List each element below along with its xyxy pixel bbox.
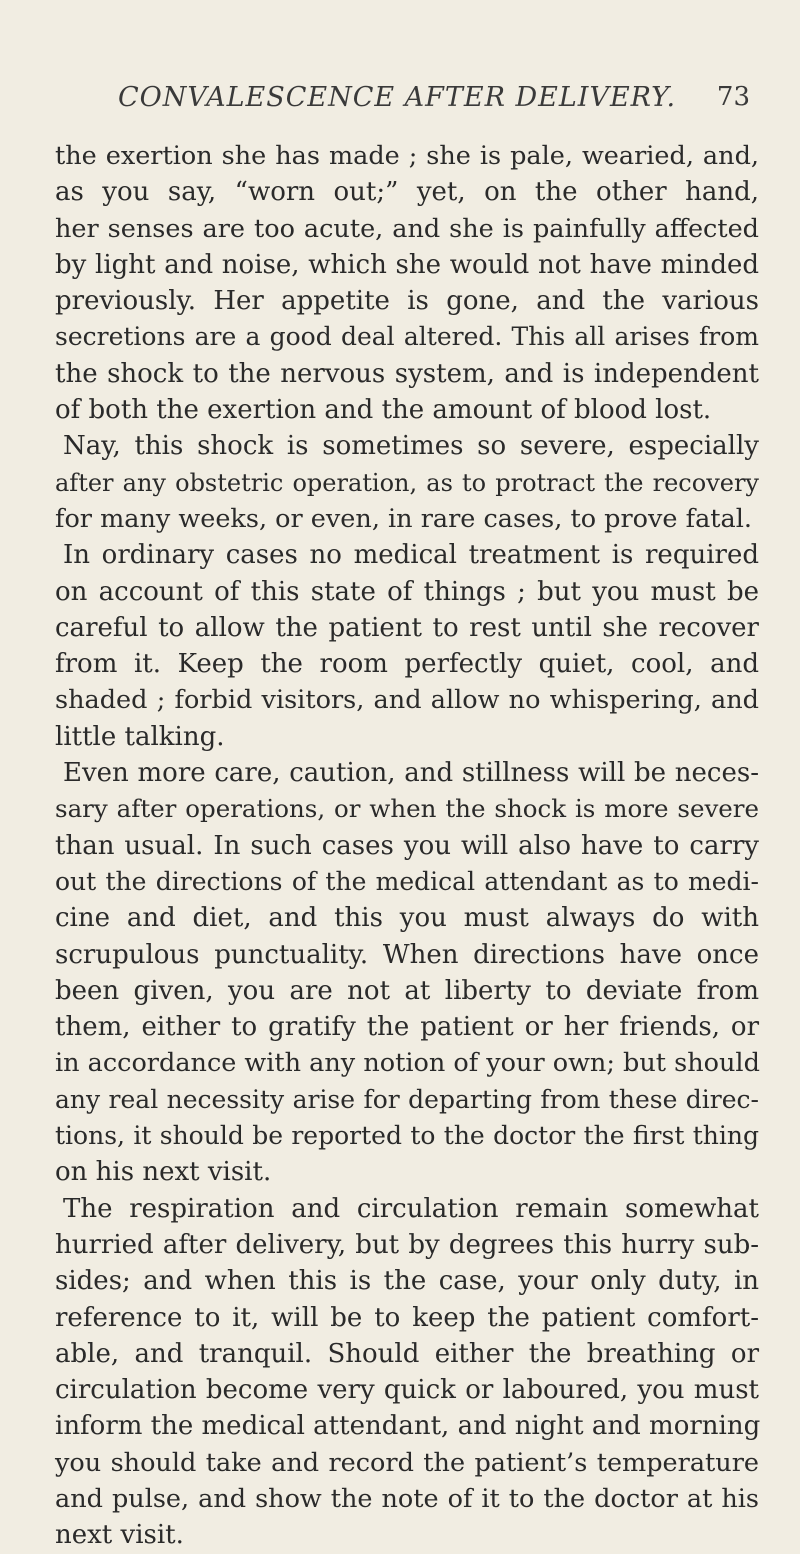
text-line: on his next visit. — [55, 1157, 272, 1188]
text-line: careful to allow the patient to rest until she recover — [55, 612, 759, 643]
text-line: circulation become very quick or laboured, you must — [55, 1375, 759, 1406]
text-line: in accordance with any notion of your own; but should — [55, 1048, 760, 1079]
text-line: reference to it, will be to keep the patient comfort- — [55, 1302, 759, 1333]
text-line: shaded ; forbid visitors, and allow no whispering, and — [55, 685, 759, 716]
text-line: out the directions of the medical attendant as to medi- — [55, 866, 759, 896]
text-line: In ordinary cases no medical treatment is required — [63, 540, 759, 571]
text-line: been given, you are not at liberty to deviate from — [55, 975, 759, 1006]
text-line: able, and tranquil. Should either the breathing or — [55, 1338, 759, 1369]
text-line: Even more care, caution, and stillness will be neces- — [63, 758, 759, 789]
page-header — [118, 82, 750, 118]
text-line: inform the medical attendant, and night and morning — [55, 1411, 761, 1442]
text-line: the exertion she has made ; she is pale, wearied, and, — [55, 141, 759, 171]
text-line: than usual. In such cases you will also have to carry — [55, 830, 759, 861]
text-line: after any obstetric operation, as to protract the recovery — [55, 468, 759, 497]
text-line: from it. Keep the room perfectly quiet, cool, and — [55, 649, 759, 680]
text-line: sary after operations, or when the shock is more severe — [55, 794, 759, 824]
text-line: of both the exertion and the amount of blood lost. — [55, 395, 712, 426]
text-line: sides; and when this is the case, your only duty, in — [55, 1266, 759, 1297]
text-line: The respiration and circulation remain somewhat — [63, 1193, 759, 1224]
text-line: any real necessity arise for departing from these direc- — [55, 1084, 759, 1114]
text-line: as you say, “worn out;” yet, on the other hand, — [55, 177, 759, 208]
text-line: the shock to the nervous system, and is independent — [55, 358, 759, 389]
text-line: next visit. — [55, 1520, 184, 1551]
text-line: cine and diet, and this you must always do with — [55, 903, 759, 934]
text-line: on account of this state of things ; but you must be — [55, 576, 759, 607]
text-line: little talking. — [55, 721, 225, 752]
text-line: by light and noise, which she would not have minded — [55, 249, 759, 280]
text-line: you should take and record the patient’s temperature — [55, 1447, 759, 1478]
running-title: CONVALESCENCE AFTER DELIVERY. — [118, 82, 677, 113]
text-line: hurried after delivery, but by degrees this hurry sub- — [55, 1229, 759, 1260]
text-line: Nay, this shock is sometimes so severe, especially — [63, 431, 759, 462]
text-line: them, either to gratify the patient or her friends, or — [55, 1012, 759, 1043]
text-line: and pulse, and show the note of it to the doctor at his — [55, 1483, 759, 1514]
text-line: previously. Her appetite is gone, and the various — [55, 286, 759, 317]
text-line: secretions are a good deal altered. This all arises from — [55, 322, 759, 352]
text-line: tions, it should be reported to the doctor the first thing — [55, 1121, 759, 1151]
text-line: her senses are too acute, and she is painfully affected — [55, 213, 759, 244]
page-number: 73 — [716, 82, 750, 112]
text-line: scrupulous punctuality. When directions have once — [55, 939, 759, 970]
text-line: for many weeks, or even, in rare cases, to prove fatal. — [55, 503, 752, 534]
body-text — [55, 138, 759, 1554]
